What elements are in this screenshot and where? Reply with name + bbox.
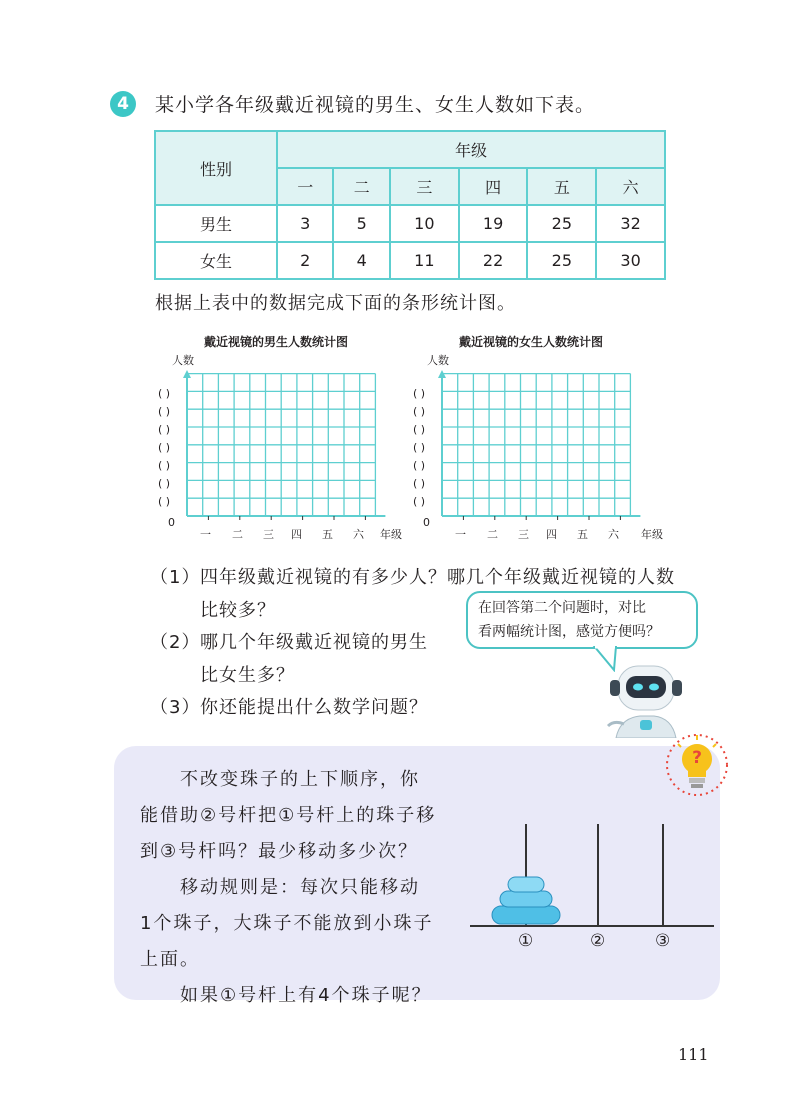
problem-prompt: 某小学各年级戴近视镜的男生、女生人数如下表。 xyxy=(155,94,596,116)
grade-cell: 四 xyxy=(459,168,528,205)
y-axis-label: 人数 xyxy=(172,354,194,367)
x-tick-label: 三 xyxy=(263,528,274,541)
problem-number-badge: 4 xyxy=(110,91,136,117)
chart-grid xyxy=(150,330,410,545)
question-2-number: （2） xyxy=(150,632,201,653)
origin-label: 0 xyxy=(423,516,430,529)
table-cell: 25 xyxy=(527,242,596,279)
table-cell: 25 xyxy=(527,205,596,242)
hanoi-diagram xyxy=(470,820,715,935)
x-tick-label: 一 xyxy=(455,528,466,541)
table-cell: 22 xyxy=(459,242,528,279)
puzzle-line: 移动规则是：每次只能移动 xyxy=(140,877,420,898)
x-tick-label: 一 xyxy=(200,528,211,541)
y-tick-blank[interactable]: ( ) xyxy=(158,459,171,472)
puzzle-line: 到③号杆吗？最少移动多少次？ xyxy=(140,841,419,862)
grade-cell: 一 xyxy=(277,168,333,205)
puzzle-line: 能借助②号杆把①号杆上的珠子移 xyxy=(140,805,437,826)
grade-cell: 三 xyxy=(390,168,459,205)
table-cell: 11 xyxy=(390,242,459,279)
table-cell: 2 xyxy=(277,242,333,279)
question-3-line1: 你还能提出什么数学问题？ xyxy=(200,697,428,718)
speech-bubble xyxy=(466,591,698,649)
x-tick-label: 三 xyxy=(518,528,529,541)
y-tick-blank[interactable]: ( ) xyxy=(158,405,171,418)
table-row xyxy=(155,205,665,242)
question-2-line2: 比女生多？ xyxy=(200,665,295,686)
x-tick-label: 四 xyxy=(291,528,302,541)
table-row-header: 性别 xyxy=(155,131,277,205)
puzzle-line: 上面。 xyxy=(140,949,200,970)
chart-boys xyxy=(150,330,410,545)
robot-mascot-icon xyxy=(606,660,686,738)
bubble-line: 看两幅统计图，感觉方便吗？ xyxy=(478,624,660,640)
row-label: 女生 xyxy=(155,242,277,279)
instruction-text: 根据上表中的数据完成下面的条形统计图。 xyxy=(155,293,516,314)
y-tick-blank[interactable]: ( ) xyxy=(413,387,426,400)
x-tick-label: 四 xyxy=(546,528,557,541)
table-cell: 32 xyxy=(596,205,665,242)
chart-title: 戴近视镜的女生人数统计图 xyxy=(459,335,604,349)
question-2-line1: 哪几个年级戴近视镜的男生 xyxy=(200,632,428,653)
grade-cell: 五 xyxy=(527,168,596,205)
y-tick-blank[interactable]: ( ) xyxy=(413,405,426,418)
grade-cell: 六 xyxy=(596,168,665,205)
bead-medium xyxy=(500,891,552,907)
y-tick-blank[interactable]: ( ) xyxy=(158,423,171,436)
puzzle-line: 1个珠子，大珠子不能放到小珠子 xyxy=(140,913,434,934)
question-1-line2: 比较多？ xyxy=(200,600,276,621)
x-tick-label: 六 xyxy=(353,528,364,541)
lightbulb-hint-icon xyxy=(664,732,730,798)
table-cell: 30 xyxy=(596,242,665,279)
rod-label: ② xyxy=(590,931,606,951)
table-cell: 4 xyxy=(333,242,389,279)
x-axis-label: 年级 xyxy=(641,528,663,541)
question-3-number: （3） xyxy=(150,697,201,718)
table-cell: 5 xyxy=(333,205,389,242)
y-tick-blank[interactable]: ( ) xyxy=(413,477,426,490)
y-tick-blank[interactable]: ( ) xyxy=(413,495,426,508)
y-tick-blank[interactable]: ( ) xyxy=(413,423,426,436)
table-col-header: 年级 xyxy=(277,131,665,168)
y-tick-blank[interactable]: ( ) xyxy=(413,459,426,472)
x-tick-label: 六 xyxy=(608,528,619,541)
puzzle-text xyxy=(140,762,436,1014)
y-tick-blank[interactable]: ( ) xyxy=(158,477,171,490)
chart-grid xyxy=(405,330,665,545)
y-tick-blank[interactable]: ( ) xyxy=(158,387,171,400)
table-cell: 3 xyxy=(277,205,333,242)
bubble-line: 在回答第二个问题时，对比 xyxy=(478,600,646,616)
table-cell: 10 xyxy=(390,205,459,242)
bulb-question-mark: ? xyxy=(692,748,702,768)
x-tick-label: 五 xyxy=(322,528,333,541)
x-axis-label: 年级 xyxy=(380,528,402,541)
y-axis-label: 人数 xyxy=(427,354,449,367)
chart-girls xyxy=(405,330,675,545)
rod-label: ③ xyxy=(655,931,671,951)
question-1-number: （1） xyxy=(150,567,201,588)
origin-label: 0 xyxy=(168,516,175,529)
page-number: 111 xyxy=(678,1045,709,1064)
x-tick-label: 二 xyxy=(232,528,243,541)
bead-small xyxy=(508,877,544,892)
y-tick-blank[interactable]: ( ) xyxy=(413,441,426,454)
puzzle-line: 如果①号杆上有4个珠子呢？ xyxy=(140,985,432,1006)
puzzle-line: 不改变珠子的上下顺序，你 xyxy=(140,769,420,790)
y-tick-blank[interactable]: ( ) xyxy=(158,441,171,454)
x-tick-label: 五 xyxy=(577,528,588,541)
grade-cell: 二 xyxy=(333,168,389,205)
table-row xyxy=(155,242,665,279)
row-label: 男生 xyxy=(155,205,277,242)
table-cell: 19 xyxy=(459,205,528,242)
data-table xyxy=(154,130,666,280)
bead-large xyxy=(492,906,560,924)
question-1-line1: 四年级戴近视镜的有多少人？哪几个年级戴近视镜的人数 xyxy=(200,567,675,588)
chart-title: 戴近视镜的男生人数统计图 xyxy=(204,335,349,349)
x-tick-label: 二 xyxy=(487,528,498,541)
y-tick-blank[interactable]: ( ) xyxy=(158,495,171,508)
rod-label: ① xyxy=(518,931,534,951)
